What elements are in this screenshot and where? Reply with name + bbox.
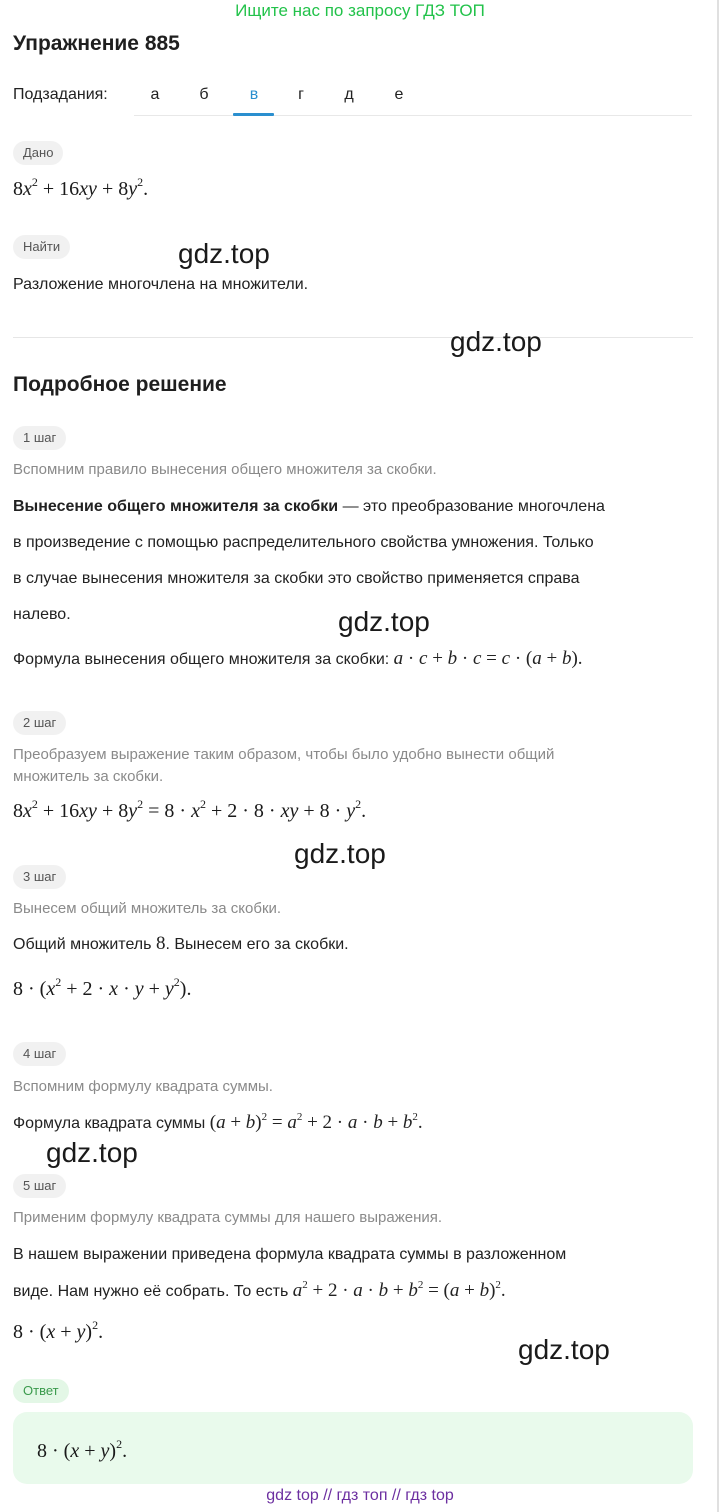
- given-chip: [13, 141, 63, 165]
- step-3-chip-label: 3 шаг: [13, 865, 66, 889]
- step-5-chip-label: 5 шаг: [13, 1174, 66, 1198]
- right-edge-rule: [717, 0, 719, 1512]
- search-banner[interactable]: Ищите нас по запросу ГДЗ ТОП: [235, 1, 485, 20]
- square-sum-formula: $(a + b)^2 = a^2 + 2 \cdot a \cdot b + b^2$.: [209, 1111, 423, 1133]
- step-5-formula: $a^2 + 2 \cdot a \cdot b + b^2 = (a + b)^2$.: [292, 1279, 506, 1301]
- answer-chip: [13, 1379, 69, 1403]
- formula-intro: Формула вынесения общего множителя за скобки:: [13, 651, 390, 668]
- step-2-hint-line-1: Преобразуем выражение таким образом, чтобы было удобно вынести общий: [13, 746, 555, 763]
- definition-line-4: налево.: [13, 606, 71, 623]
- subtab-v[interactable]: в: [249, 86, 259, 103]
- watermark: gdz.top: [450, 326, 542, 357]
- step-1-chip-label: 1 шаг: [13, 426, 66, 450]
- step-5-expression: $8 \cdot (x + y)^2$.: [13, 1318, 104, 1343]
- subtab-d[interactable]: д: [344, 86, 354, 103]
- step-4-hint: Вспомним формулу квадрата суммы.: [13, 1078, 273, 1095]
- given-expression: $8x^2 + 16xy + 8y^2$.: [13, 175, 149, 200]
- watermark: gdz.top: [294, 838, 386, 869]
- step-5-text: [13, 1237, 713, 1310]
- step-1-hint: Вспомним правило вынесения общего множителя за скобки.: [13, 461, 437, 478]
- solution-title: Подробное решение: [13, 373, 227, 396]
- watermark: gdz.top: [338, 606, 430, 637]
- step-3-chip: [13, 865, 66, 889]
- step-5-hint: Применим формулу квадрата суммы для нашего выражения.: [13, 1209, 443, 1226]
- step-3-expression: $8 \cdot (x^2 + 2 \cdot x \cdot y + y^2)$.: [13, 975, 192, 1000]
- step-5-chip: [13, 1174, 66, 1198]
- common-factor-label: Общий множитель: [13, 936, 152, 953]
- step-3-hint: Вынесем общий множитель за скобки.: [13, 900, 282, 917]
- step-4-chip: [13, 1042, 66, 1066]
- subtab-g[interactable]: г: [298, 86, 304, 103]
- footer-links[interactable]: gdz top // гдз топ // гдз top: [266, 1487, 454, 1504]
- definition-line-3: в случае вынесения множителя за скобки это свойство применяется справа: [13, 570, 580, 587]
- subtabs-baseline: [134, 115, 692, 116]
- step-4-chip-label: 4 шаг: [13, 1042, 66, 1066]
- page-title: Упражнение 885: [13, 32, 180, 55]
- find-chip-label: Найти: [13, 235, 70, 259]
- subtab-a[interactable]: а: [150, 86, 160, 103]
- square-sum-label: Формула квадрата суммы: [13, 1115, 206, 1132]
- subtab-b[interactable]: б: [199, 86, 209, 103]
- watermark: gdz.top: [178, 238, 270, 269]
- subtab-e[interactable]: е: [394, 86, 404, 103]
- find-chip: [13, 235, 70, 259]
- given-chip-label: Дано: [13, 141, 63, 165]
- watermark: gdz.top: [46, 1137, 138, 1168]
- section-divider: [13, 337, 693, 338]
- definition-line-1: — это преобразование многочлена: [338, 498, 605, 515]
- common-factor-instruction: . Вынесем его за скобки.: [165, 936, 349, 953]
- step-2-hint-line-2: множитель за скобки.: [13, 768, 164, 785]
- find-text: Разложение многочлена на множители.: [13, 276, 309, 293]
- step-1-chip: [13, 426, 66, 450]
- subtasks-label: Подзадания:: [13, 86, 108, 103]
- common-factor-value: 8: [155, 933, 166, 954]
- definition-line-2: в произведение с помощью распределительного свойства умножения. Только: [13, 534, 594, 551]
- step-5-line-2: виде. Нам нужно её собрать. То есть: [13, 1283, 289, 1300]
- answer-chip-label: Ответ: [13, 1379, 69, 1403]
- answer-expression: $8 \cdot (x + y)^2$.: [37, 1437, 128, 1462]
- step-2-chip: [13, 711, 66, 735]
- watermark: gdz.top: [518, 1334, 610, 1365]
- step-1-formula-line: [13, 641, 583, 678]
- distributive-formula: a · c + b · c = c · (a + b).: [393, 648, 583, 669]
- definition-term: Вынесение общего множителя за скобки: [13, 498, 339, 515]
- step-5-line-1: В нашем выражении приведена формула квадрата суммы в разложенном: [13, 1246, 567, 1263]
- step-3-text: [13, 926, 349, 963]
- step-2-chip-label: 2 шаг: [13, 711, 66, 735]
- active-subtab-underline: [233, 113, 274, 116]
- step-2-hint: [13, 744, 554, 788]
- step-2-expression: $8x^2 + 16xy + 8y^2 = 8 \cdot x^2 + 2 \cdot 8$ · xy + $8 \cdot y^2$.: [13, 797, 367, 822]
